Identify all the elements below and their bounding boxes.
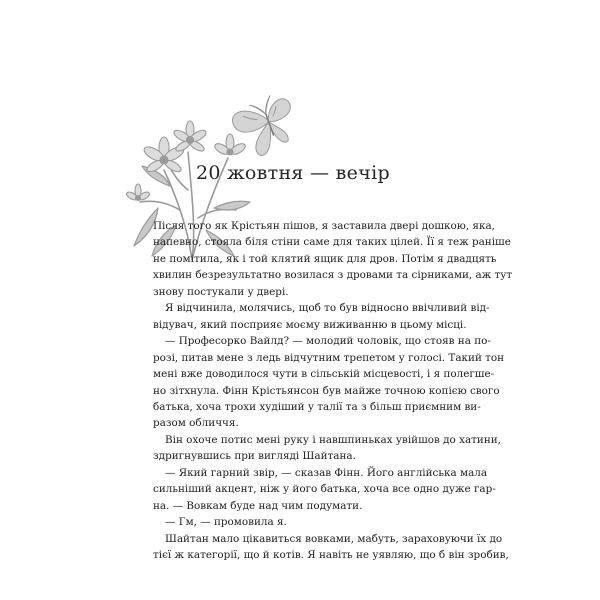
paragraph xyxy=(153,514,449,530)
text-line: Після того як Крістьян пішов, я заставила двері дошкою, яка, xyxy=(153,220,495,232)
text-line: — Який гарний звір, — сказав Фінн. Його англійська мала xyxy=(165,466,488,479)
text-line: на. — Вовкам буде над чим подумати. xyxy=(153,499,363,512)
text-line: відувач, який посприяє моєму виживанню в цьому місці. xyxy=(153,318,467,331)
text-line: Я відчинила, молячись, щоб то був відносно ввічливий від- xyxy=(165,302,490,315)
text-line: Він охоче потис мені руку і навшпиньках увійшов до хатини, xyxy=(165,433,501,446)
text-line: не помітила, як і той клятий ящик для дров. Потім я двадцять xyxy=(153,252,497,265)
paragraph xyxy=(153,432,501,465)
text-line: — Професорко Вайлд? — молодий чоловік, що стояв на по- xyxy=(165,335,491,348)
text-line: Шайтан мало цікавиться вовками, мабуть, зараховуючи їх до xyxy=(165,532,503,545)
paragraph xyxy=(153,465,496,514)
text-line: знову постукали у двері. xyxy=(153,285,289,298)
text-line: — Гм, — промовила я. xyxy=(165,516,287,529)
body-text xyxy=(153,218,513,564)
text-line: сильніший акцент, ніж у його батька, хоча все одно дуже гар- xyxy=(153,483,496,496)
text-line: напевно, стояла біля стіни саме для таких цілей. Її я теж раніше xyxy=(153,236,511,249)
paragraph xyxy=(153,333,505,432)
paragraph xyxy=(153,218,513,300)
paragraph xyxy=(153,300,490,333)
paragraph xyxy=(153,531,509,564)
text-line: но зітхнула. Фінн Крістьянсон був майже точною копією свого xyxy=(153,384,500,397)
chapter-title: 20 жовтня — вечір xyxy=(196,162,390,184)
text-line: хвилин безрезультатно возилася з дровами та сірниками, аж тут xyxy=(153,269,513,282)
text-line: розі, питав мене з ледь відчутним трепетом у голосі. Такий тон xyxy=(153,351,505,364)
text-line: батька, хоча трохи худіший у талії та з більш приємним ви- xyxy=(153,400,481,413)
text-line: тієї ж категорії, що й котів. Я навіть не уявляю, що б він зробив, xyxy=(153,549,509,562)
text-line: мені вже доводилося чути в сільській місцевості, і я полегше- xyxy=(153,368,495,381)
text-line: разом обличчя. xyxy=(153,417,239,430)
text-line: здригнувшись при вигляді Шайтана. xyxy=(153,450,356,463)
